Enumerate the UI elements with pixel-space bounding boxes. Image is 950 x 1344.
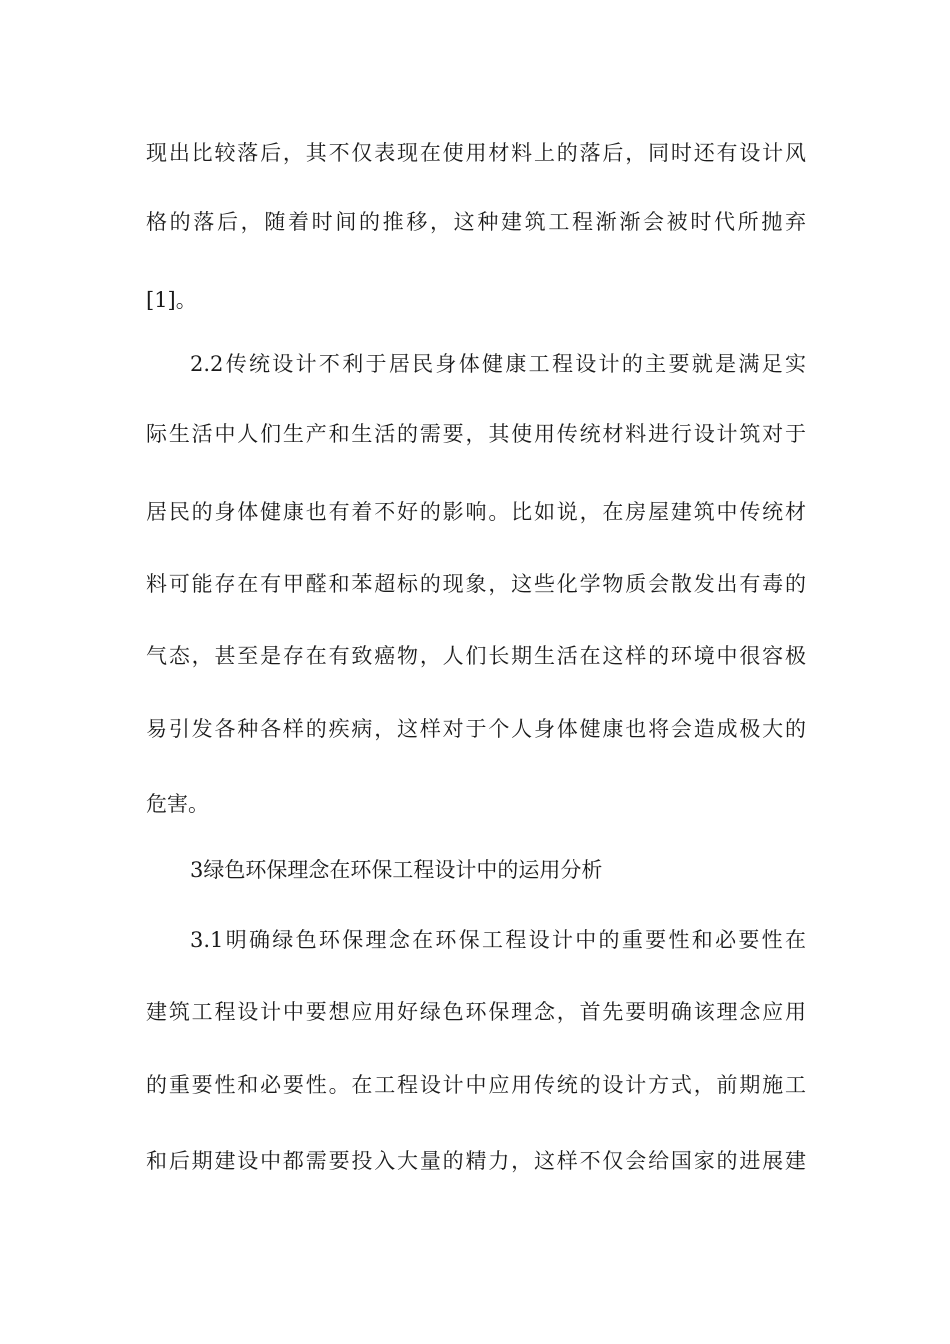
text-line: 格的落后，随着时间的推移，这种建筑工程渐渐会被时代所抛弃 [146,210,806,234]
text-line: 料可能存在有甲醛和苯超标的现象，这些化学物质会散发出有毒的 [146,572,806,596]
text-line: 气态，甚至是存在有致癌物，人们长期生活在这样的环境中很容极 [146,644,806,668]
text-line: [1]。 [146,288,197,312]
section-heading-3: 3绿色环保理念在环保工程设计中的运用分析 [190,858,603,882]
text-line: 危害。 [146,792,209,816]
text-line: 居民的身体健康也有着不好的影响。比如说，在房屋建筑中传统材 [146,500,806,524]
text-line: 际生活中人们生产和生活的需要，其使用传统材料进行设计筑对于 [146,422,806,446]
text-line: 现出比较落后，其不仅表现在使用材料上的落后，同时还有设计风 [146,141,806,165]
text-line: 建筑工程设计中要想应用好绿色环保理念，首先要明确该理念应用 [146,1000,806,1024]
text-line: 和后期建设中都需要投入大量的精力，这样不仅会给国家的进展建 [146,1149,806,1173]
section-heading-3-1: 3.1明确绿色环保理念在环保工程设计中的重要性和必要性在 [190,928,806,952]
text-line: 易引发各种各样的疾病，这样对于个人身体健康也将会造成极大的 [146,717,806,741]
section-heading-2-2: 2.2传统设计不利于居民身体健康工程设计的主要就是满足实 [190,352,806,376]
text-line: 的重要性和必要性。在工程设计中应用传统的设计方式，前期施工 [146,1073,806,1097]
